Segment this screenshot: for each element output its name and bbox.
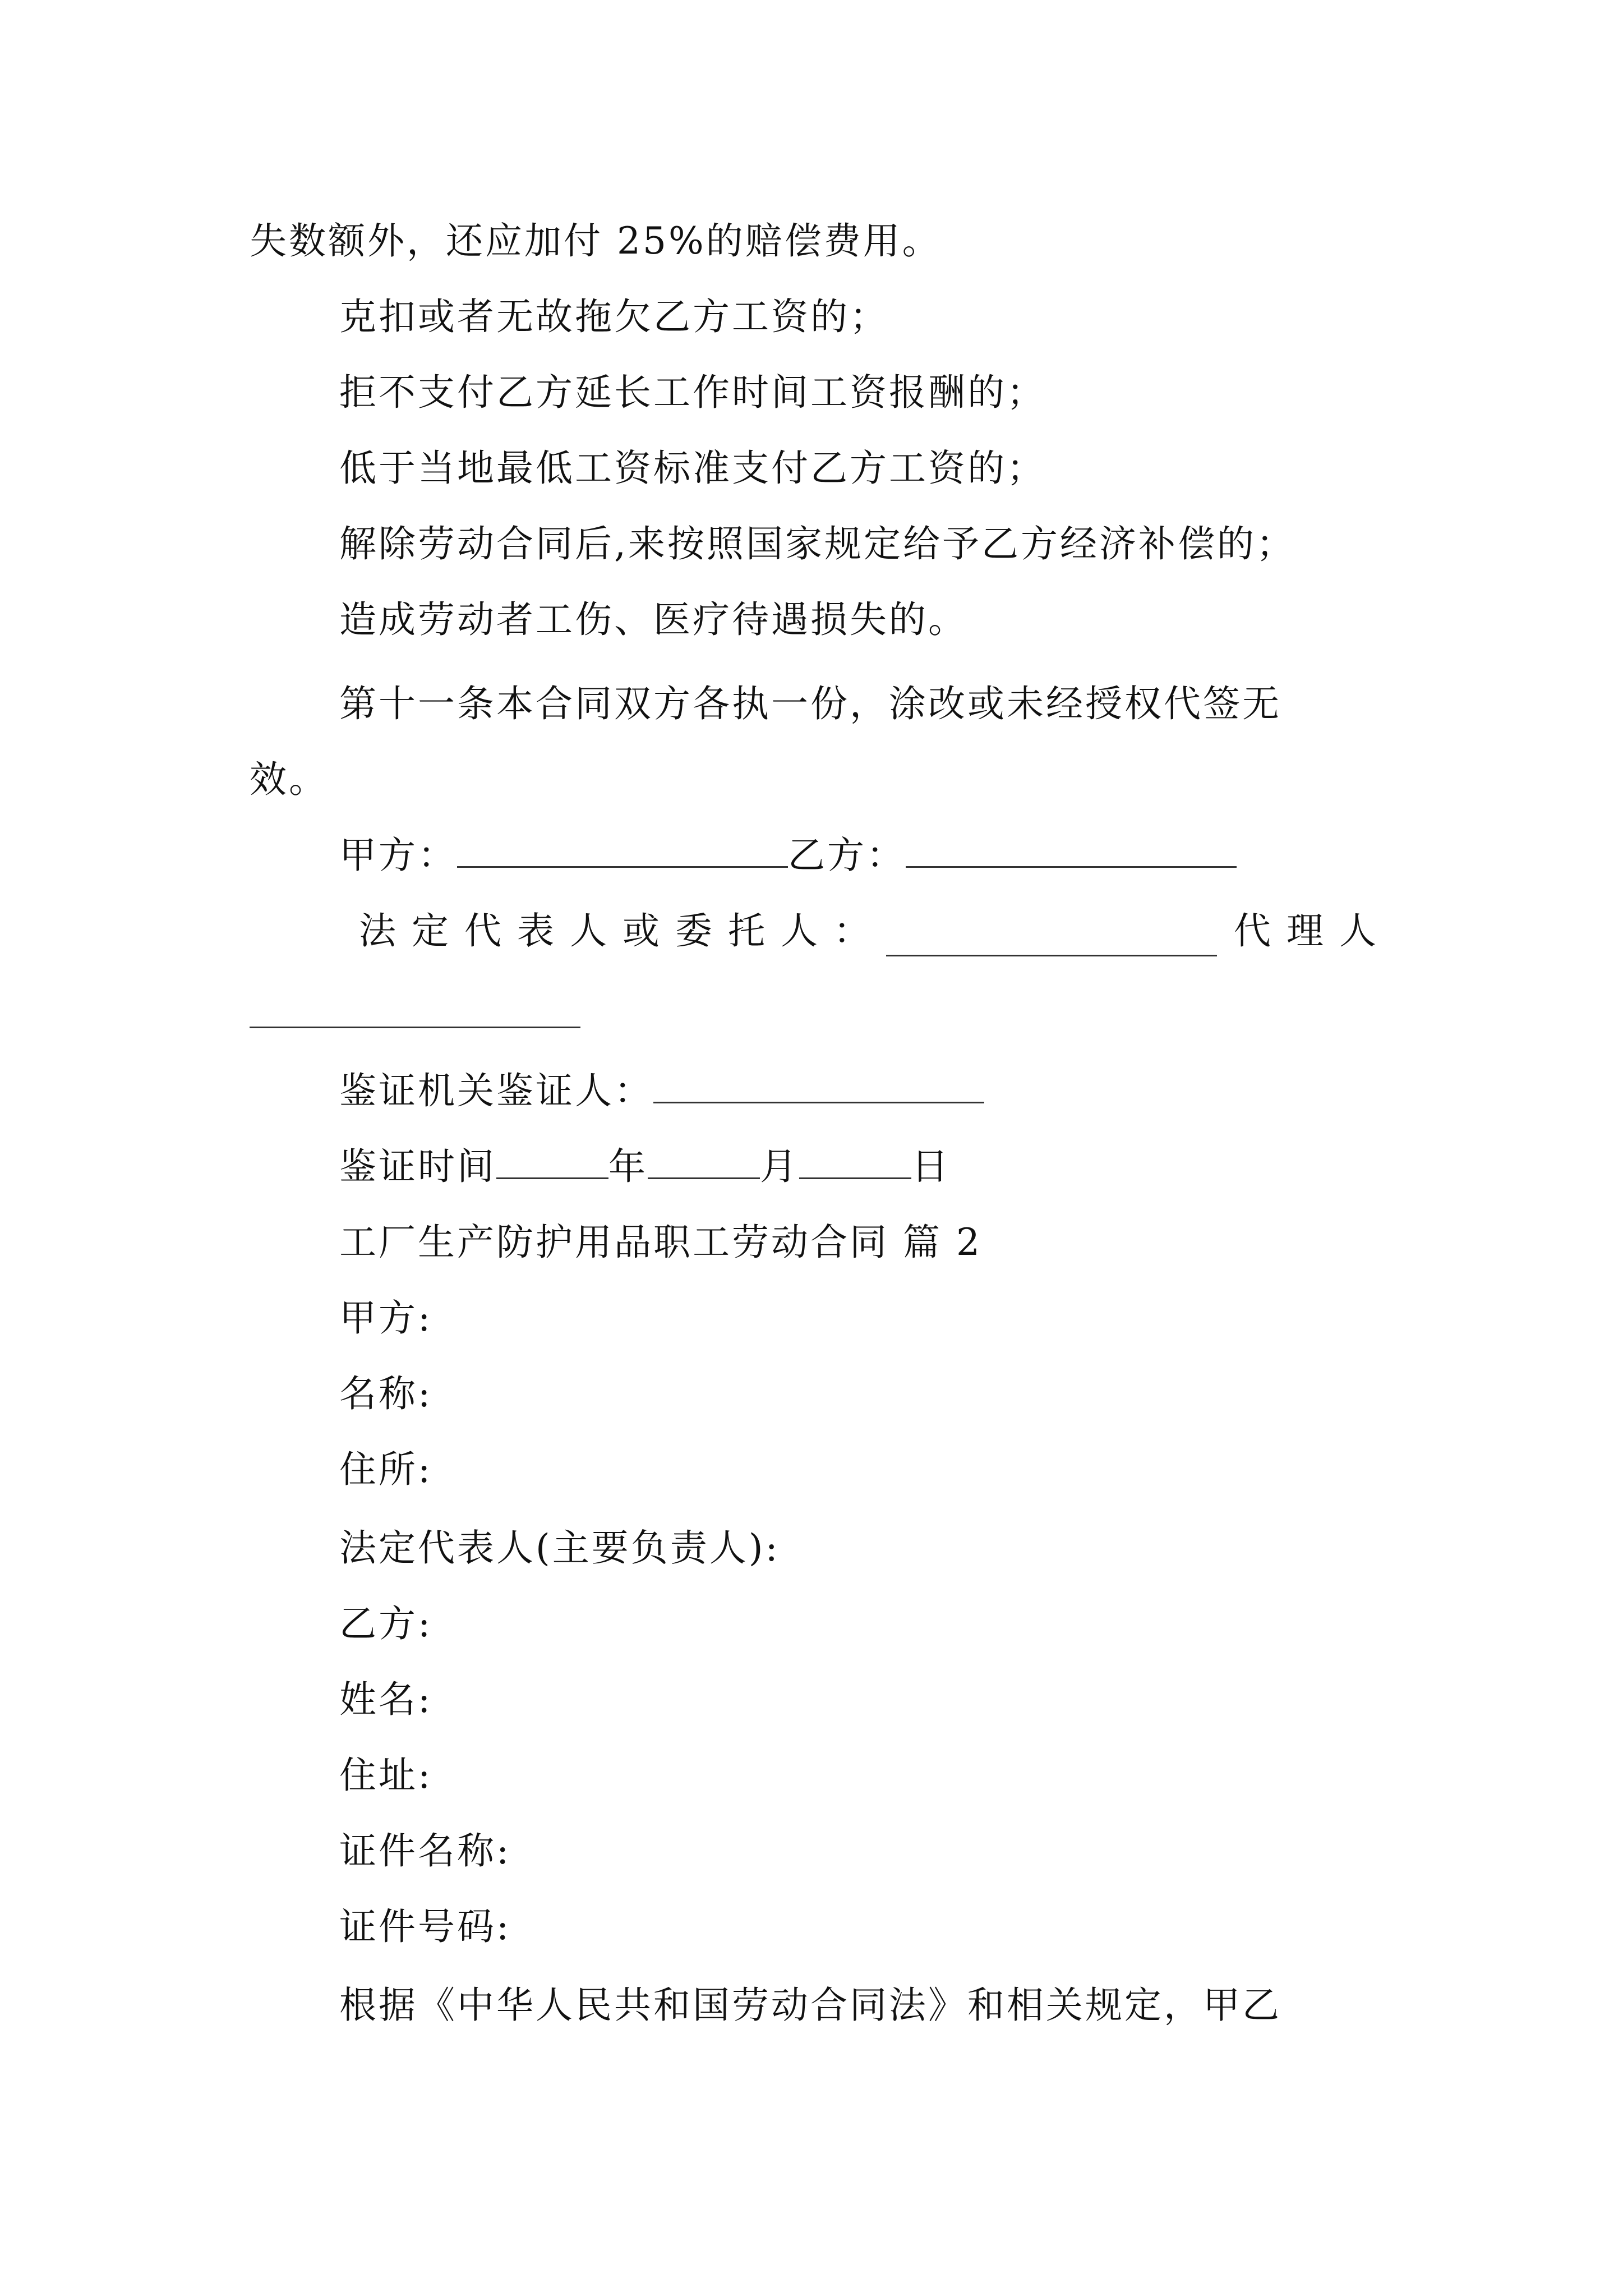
year-blank — [496, 1145, 608, 1179]
agent-blank — [250, 1027, 580, 1028]
verifier-blank — [653, 1069, 984, 1103]
representative-blank — [886, 922, 1217, 956]
paragraph-line: 效。 — [250, 758, 328, 801]
representative-label: 法定代表人或委托人： — [359, 909, 886, 953]
month-label: 月 — [760, 1145, 799, 1188]
field-party-b: 乙方: — [339, 1602, 433, 1645]
signature-line-verifier — [339, 1066, 984, 1116]
field-residence: 住址: — [339, 1754, 433, 1797]
paragraph-line: 低于当地最低工资标准支付乙方工资的； — [339, 447, 1046, 490]
field-address: 住所: — [339, 1448, 433, 1491]
verifier-label: 鉴证机关鉴证人： — [339, 1069, 653, 1112]
party-b-label: 乙方： — [788, 834, 906, 877]
paragraph-line: 克扣或者无故拖欠乙方工资的； — [339, 295, 889, 338]
paragraph-line: 根据《中华人民共和国劳动合同法》和相关规定，甲乙 — [339, 1984, 1281, 2027]
field-person-name: 姓名: — [339, 1678, 433, 1721]
field-party-a: 甲方: — [339, 1296, 433, 1340]
day-label: 日 — [911, 1145, 951, 1188]
field-legal-representative: 法定代表人(主要负责人): — [339, 1526, 780, 1570]
paragraph-line: 拒不支付乙方延长工作时间工资报酬的； — [339, 371, 1046, 414]
agent-label: 代理人 — [1234, 909, 1392, 953]
signature-line-date — [339, 1142, 951, 1192]
signature-line-representative — [359, 906, 1392, 956]
party-b-blank — [906, 834, 1237, 868]
party-a-label: 甲方： — [339, 834, 457, 877]
day-blank — [799, 1145, 911, 1179]
paragraph-line: 解除劳动合同后,来按照国家规定给予乙方经济补偿的； — [339, 522, 1295, 565]
party-a-blank — [457, 834, 788, 868]
field-name: 名称: — [339, 1372, 433, 1415]
date-label: 鉴证时间 — [339, 1145, 496, 1188]
field-id-type: 证件名称: — [339, 1829, 511, 1872]
paragraph-line: 失数额外，还应加付 25%的赔偿费用。 — [250, 219, 942, 263]
paragraph-line: 第十一条本合同双方各执一份，涂改或未经授权代签无 — [339, 682, 1281, 725]
year-label: 年 — [608, 1145, 648, 1188]
paragraph-line: 造成劳动者工伤、医疗待遇损失的。 — [339, 598, 967, 641]
signature-line-parties — [339, 830, 1237, 881]
field-id-number: 证件号码: — [339, 1905, 511, 1948]
month-blank — [648, 1145, 760, 1179]
section-title: 工厂生产防护用品职工劳动合同 篇 2 — [339, 1221, 982, 1264]
